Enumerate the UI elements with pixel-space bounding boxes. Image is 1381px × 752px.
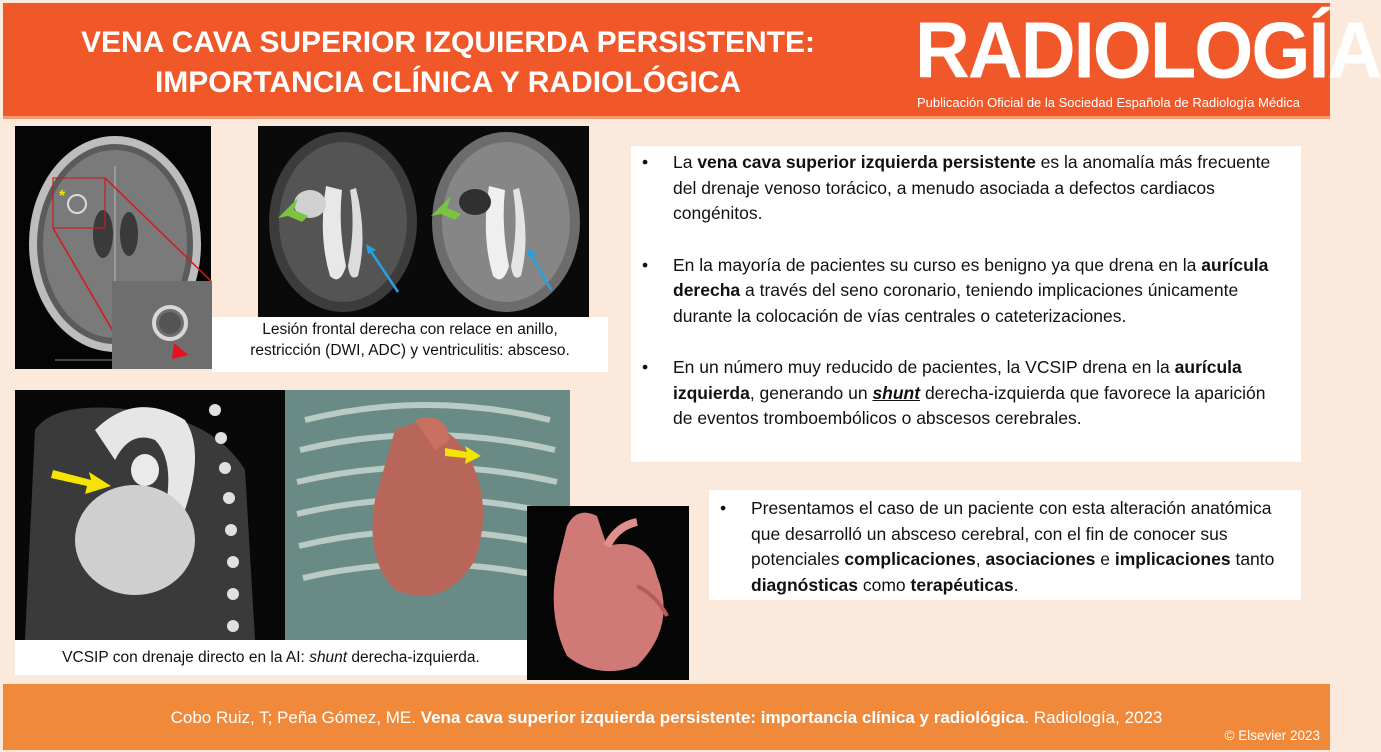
citation-title: Vena cava superior izquierda persistente: importancia clínica y radiológica — [420, 708, 1025, 727]
citation-authors: Cobo Ruiz, T; Peña Gómez, ME. — [170, 708, 421, 727]
ct-asterisk: * — [59, 188, 66, 205]
ct-chest-sagittal-image — [15, 390, 285, 640]
info-box-case — [709, 490, 1301, 600]
chest-caption-pre: VCSIP con drenaje directo en la AI: — [62, 649, 310, 666]
bullet-item-2: • En la mayoría de pacientes su curso es benigno ya que drena en la aurícula derecha a través del seno coronario, teniendo implicaciones únicamente durante la colocación de vías centrales o cateterizaciones. — [642, 254, 1269, 326]
citation — [3, 708, 1330, 728]
bullet-item-1: • La vena cava superior izquierda persistente es la anomalía más frecuente del drenaje venoso torácico, a menudo asociada a defectos cardiacos congénitos. — [642, 152, 1271, 223]
adc-image — [423, 126, 589, 319]
brain-caption-line-1: Lesión frontal derecha con relace en anillo, — [262, 321, 558, 338]
bullet-item-3: • En un número muy reducido de pacientes, la VCSIP drena en la aurícula izquierda, generando un shunt derecha-izquierda que favorece la aparición de eventos tromboembólicos o abscesos cerebrales. — [642, 357, 1266, 428]
bullet-item-case: • Presentamos el caso de un paciente con esta alteración anatómica que desarrolló un absceso cerebral, con el fin de conocer sus potenciales complicaciones, asociaciones e implicaciones tanto diagnósticas como terapéuticas. — [720, 498, 1275, 595]
header-banner — [3, 3, 1381, 119]
ct-zoom-inset — [112, 281, 212, 369]
title-line-2: IMPORTANCIA CLÍNICA Y RADIOLÓGICA — [154, 66, 742, 99]
heart-3d-image — [527, 506, 689, 680]
journal-subtitle: Publicación Oficial de la Sociedad Española de Radiología Médica — [917, 95, 1301, 110]
page-title — [23, 23, 873, 103]
info-box-main — [631, 146, 1301, 462]
chest-caption — [15, 640, 527, 675]
journal-logo: RADIOLOGÍA — [915, 6, 1381, 96]
chest-caption-shunt: shunt — [309, 649, 348, 666]
brain-caption-line-2: restricción (DWI, ADC) y ventriculitis: absceso. — [250, 342, 570, 359]
copyright: © Elsevier 2023 — [1224, 728, 1320, 743]
chest-caption-post: derecha-izquierda. — [347, 649, 480, 666]
brain-caption — [212, 317, 608, 372]
footer-banner — [3, 684, 1330, 750]
dwi-image — [258, 126, 423, 319]
citation-journal: . Radiología, 2023 — [1024, 708, 1163, 727]
title-line-1: VENA CAVA SUPERIOR IZQUIERDA PERSISTENTE: — [81, 26, 815, 59]
